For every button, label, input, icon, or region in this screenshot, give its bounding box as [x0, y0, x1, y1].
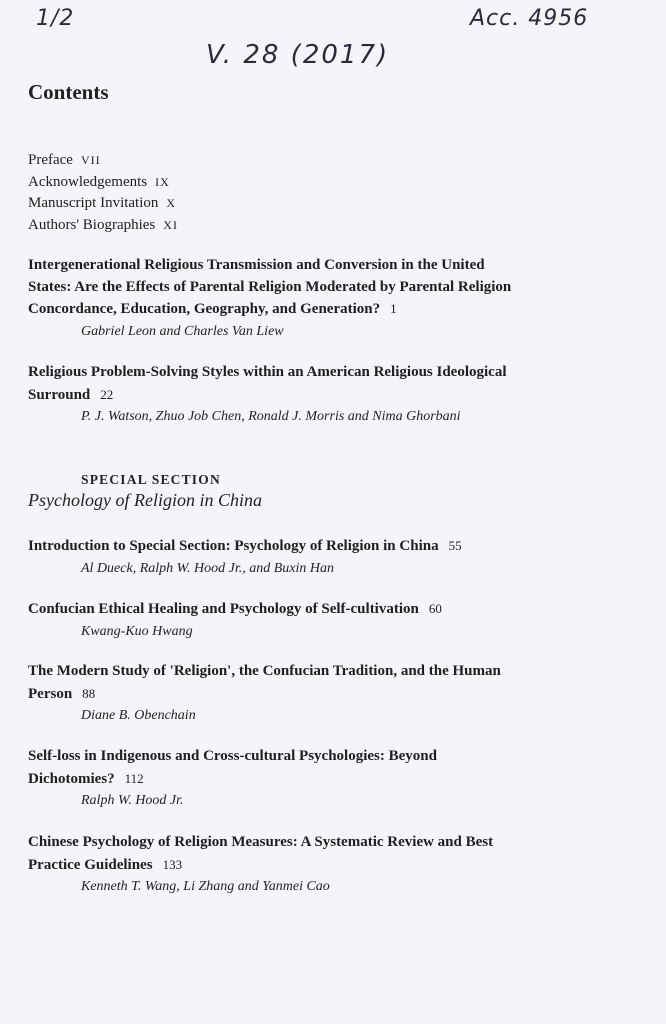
entry-title-line	[28, 768, 548, 791]
entry-authors: P. J. Watson, Zhuo Job Chen, Ronald J. Morris and Nima Ghorbani	[81, 409, 461, 424]
toc-entry	[28, 255, 548, 342]
entry-title-line	[28, 598, 548, 621]
entry-title-line	[28, 298, 548, 321]
entry-authors: Kenneth T. Wang, Li Zhang and Yanmei Cao	[81, 879, 330, 894]
entry-title-line	[28, 535, 548, 558]
entry-title-text: Confucian Ethical Healing and Psychology of Self-cultivation	[28, 601, 419, 617]
entry-title-line: Religious Problem-Solving Styles within an American Religious Ideological	[28, 364, 507, 380]
front-matter-label: Acknowledgements	[28, 173, 148, 190]
toc-entry	[28, 535, 548, 579]
entry-title-line: Self-loss in Indigenous and Cross-cultural Psychologies: Beyond	[28, 748, 437, 764]
entry-title-text: Surround	[28, 386, 91, 403]
toc-entry	[28, 661, 548, 726]
front-matter-page: X	[166, 196, 177, 210]
entry-title-line: Intergenerational Religious Transmission and Conversion in the United	[28, 257, 485, 273]
toc-entry	[28, 746, 548, 811]
toc-entry	[28, 598, 548, 642]
entry-title-line: Chinese Psychology of Religion Measures: A Systematic Review and Best	[28, 834, 494, 850]
entry-authors: Diane B. Obenchain	[81, 708, 196, 723]
front-matter-label: Preface	[28, 152, 73, 168]
entry-title-text: Introduction to Special Section: Psychology of Religion in China	[28, 538, 439, 554]
front-matter-page: VII	[80, 153, 101, 167]
entry-page-number: 88	[82, 685, 96, 701]
entry-page-number: 22	[100, 386, 114, 402]
front-matter-item	[28, 215, 178, 237]
front-matter-item	[28, 172, 178, 194]
front-matter-page: IX	[155, 174, 170, 189]
entry-authors: Ralph W. Hood Jr.	[81, 793, 184, 808]
entry-title-line	[28, 384, 548, 407]
entry-title-text: Person	[28, 685, 73, 702]
entry-title-line: States: Are the Effects of Parental Religion Moderated by Parental Religion	[28, 278, 512, 295]
entry-title-text: Practice Guidelines	[28, 856, 153, 873]
front-matter-list	[28, 150, 178, 236]
entry-page-number: 60	[428, 601, 442, 616]
entry-authors: Gabriel Leon and Charles Van Liew	[81, 323, 284, 339]
entry-page-number: 112	[124, 770, 144, 786]
entry-title-text: Concordance, Education, Geography, and Generation?	[28, 301, 381, 317]
front-matter-label: Manuscript Invitation	[28, 195, 159, 211]
entry-page-number: 1	[390, 301, 397, 316]
entry-page-number: 55	[448, 538, 462, 553]
front-matter-item	[28, 150, 178, 172]
entry-title-text: Dichotomies?	[28, 770, 115, 787]
entry-page-number: 133	[162, 856, 183, 872]
front-matter-page: XI	[163, 217, 178, 232]
contents-heading: Contents	[28, 80, 109, 104]
special-section-label: SPECIAL SECTION	[81, 472, 221, 487]
special-section-title: Psychology of Religion in China	[28, 490, 262, 510]
entry-title-line	[28, 854, 548, 877]
handwritten-note-top-left: 1/2	[36, 6, 75, 31]
entry-authors: Al Dueck, Ralph W. Hood Jr., and Buxin Han	[81, 560, 334, 576]
toc-entry	[28, 832, 548, 897]
front-matter-item	[28, 193, 178, 215]
front-matter-label: Authors' Biographies	[28, 216, 156, 233]
entry-title-line	[28, 683, 548, 706]
handwritten-volume-note: V. 28 (2017)	[206, 40, 390, 70]
entry-title-line: The Modern Study of 'Religion', the Confucian Tradition, and the Human	[28, 663, 501, 679]
entry-authors: Kwang-Kuo Hwang	[81, 623, 193, 639]
toc-entry	[28, 362, 548, 427]
handwritten-accession-number: Acc. 4956	[470, 6, 589, 31]
